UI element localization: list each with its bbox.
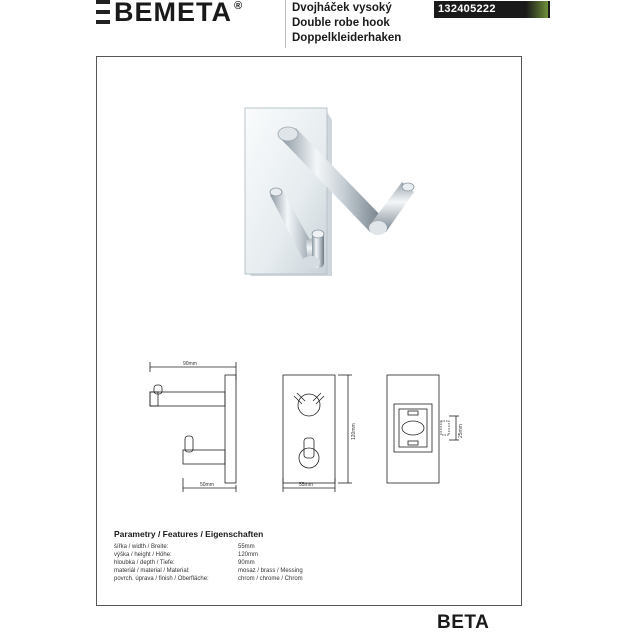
param-value: mosaz / brass / Messing: [238, 568, 303, 574]
param-key: výška / height / Höhe:: [114, 552, 172, 558]
param-row: [114, 559, 303, 567]
param-row: [114, 543, 303, 551]
param-key: povrch. úprava / finish / Oberfläche:: [114, 576, 209, 582]
title-de: Doppelkleiderhaken: [292, 32, 402, 44]
title-cz: Dvojháček vysoký: [292, 2, 392, 14]
dim-height: 120mm: [351, 423, 357, 440]
param-key: hloubka / depth / Tiefe:: [114, 560, 175, 566]
title-en: Double robe hook: [292, 17, 390, 29]
brand-name: BEMETA: [114, 0, 232, 27]
param-value: 90mm: [238, 560, 255, 566]
product-photo: [245, 108, 414, 276]
param-key: materiál / material / Material:: [114, 568, 190, 574]
param-key: šířka / width / Breite:: [114, 544, 169, 550]
param-row: [114, 567, 303, 575]
parameters-title: Parametry / Features / Eigenschaften: [114, 529, 264, 539]
dim-plate-width: 55mm: [299, 482, 313, 488]
dim-depth: 90mm: [183, 361, 197, 367]
param-row: [114, 551, 303, 559]
param-value: chrom / chrome / Chrom: [238, 576, 303, 582]
back-plate-drawing: [387, 375, 459, 483]
dim-base-width: 50mm: [200, 482, 214, 488]
param-row: [114, 575, 303, 583]
dim-hole: 25mm: [458, 424, 464, 438]
side-view-drawing: [150, 362, 236, 492]
front-view-drawing: [283, 375, 352, 492]
registered-mark: ®: [234, 0, 243, 12]
parameters-section: [114, 530, 303, 583]
product-code: 132405222: [438, 3, 496, 15]
param-value: 55mm: [238, 544, 255, 550]
series-name: BETA: [437, 612, 490, 633]
param-value: 120mm: [238, 552, 259, 558]
